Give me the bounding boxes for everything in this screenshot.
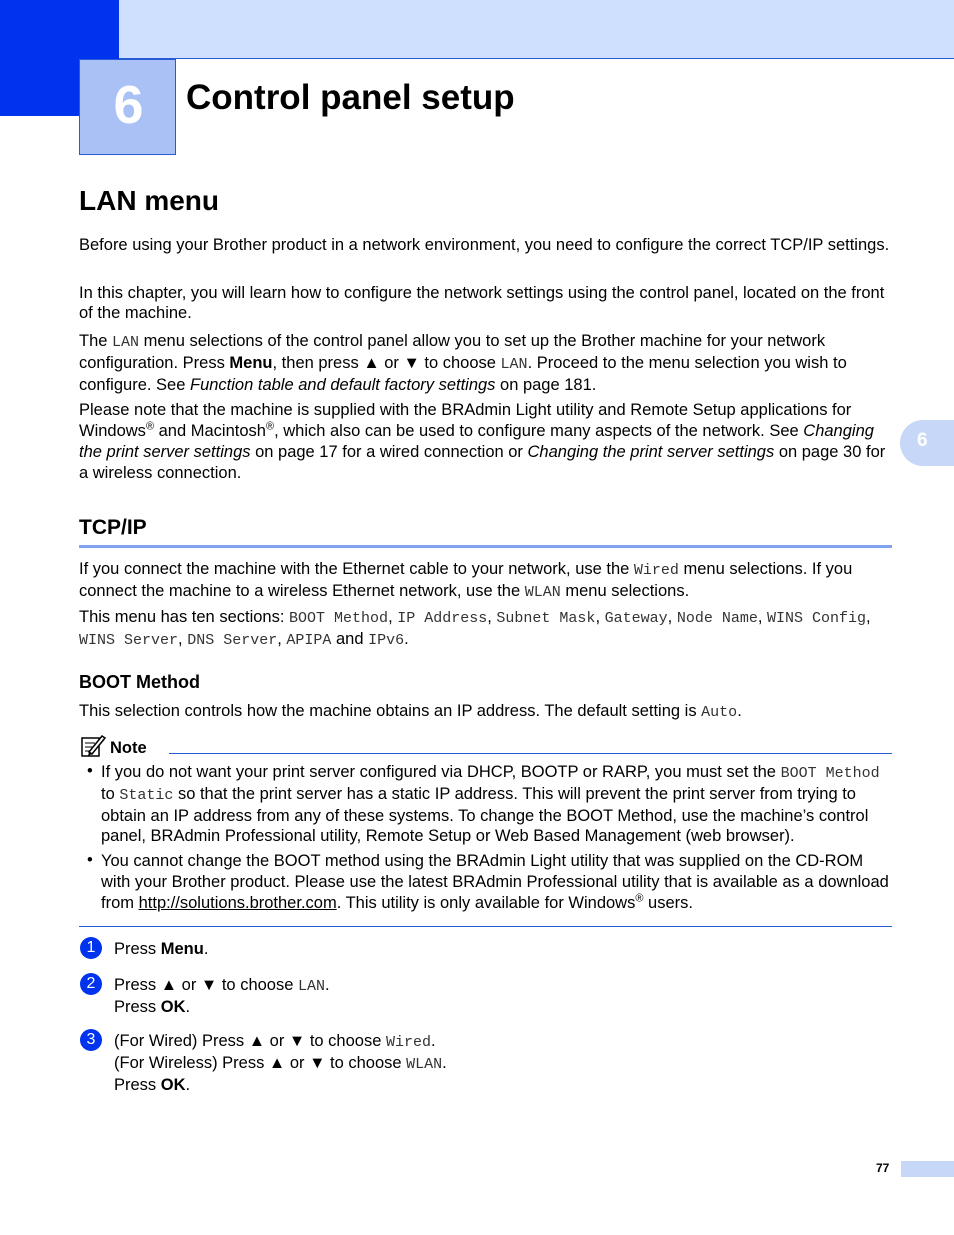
- boot-paragraph: [79, 701, 892, 723]
- step-3-line-1: [114, 1031, 892, 1053]
- step-number-1: 1: [80, 937, 102, 959]
- code-section: Gateway: [604, 610, 668, 627]
- text: , then press ▲ or ▼ to choose: [272, 354, 501, 372]
- note-bullet-1: [101, 762, 892, 846]
- separator: ,: [866, 608, 871, 626]
- intro-paragraph-3: [79, 331, 892, 395]
- text: This menu has ten sections:: [79, 608, 290, 626]
- text: on page 181.: [495, 376, 597, 394]
- text: menu selections of the control panel allow you to set up the Brother machine for your network configuration. Press: [79, 332, 826, 372]
- code-lan: LAN: [297, 978, 325, 995]
- text: If you do not want your print server configured via DHCP, BOOTP or RARP, you must set the: [101, 763, 781, 781]
- text: .: [737, 702, 742, 720]
- text: .: [203, 940, 209, 958]
- intro-paragraph-1: Before using your Brother product in a network environment, you need to configure the correct TCP/IP settings.: [79, 236, 890, 254]
- section-title: LAN menu: [79, 185, 219, 216]
- note-header: [80, 734, 892, 756]
- side-chapter-tab[interactable]: [900, 420, 954, 466]
- code-wired: Wired: [385, 1034, 431, 1051]
- cross-reference: Changing the print server settings: [79, 422, 874, 461]
- step-3-line-2: [114, 1053, 892, 1075]
- text: The: [79, 332, 113, 350]
- tcpip-paragraph-1: [79, 559, 892, 603]
- key-ok: OK: [160, 998, 186, 1016]
- subsection-title: TCP/IP: [79, 516, 147, 539]
- text: . This utility is only available for Windows: [336, 894, 636, 912]
- text: to: [101, 785, 120, 803]
- step-2-line-2: [114, 997, 892, 1017]
- intro-paragraph-2: In this chapter, you will learn how to configure the network settings using the control panel, located on the front of the machine.: [79, 284, 885, 322]
- code-section: Node Name: [676, 610, 758, 627]
- text: menu selections. If you connect the machine to a wireless Ethernet network, use the: [79, 560, 853, 600]
- step-3-text: [114, 1031, 892, 1095]
- intro-paragraph-4: [79, 400, 892, 484]
- code-boot-method: BOOT Method: [780, 765, 880, 782]
- registered-mark: ®: [635, 892, 644, 905]
- step-number-3: 3: [80, 1029, 102, 1051]
- code-section: BOOT Method: [289, 610, 389, 627]
- code-section: Subnet Mask: [496, 610, 596, 627]
- step-2-line-1: [114, 975, 892, 997]
- chapter-number: 6: [113, 75, 144, 135]
- step-3-line-3: [114, 1075, 892, 1095]
- separator: ,: [595, 608, 605, 626]
- code-static: Static: [119, 787, 174, 804]
- text: . Proceed to the menu selection you wish to configure. See: [79, 354, 847, 394]
- text: so that the print server has a static IP address. This will prevent the print server from trying to obtain an IP address from any of these systems. To change the BOOT Method, use the machine’s control panel, BRAdmin Professional utility, Remote Setup or Web Based Management (web browser).: [101, 785, 869, 845]
- note-bottom-rule: [79, 926, 892, 927]
- separator: ,: [277, 630, 287, 648]
- cross-reference: Changing the print server settings: [527, 443, 775, 461]
- registered-mark: ®: [265, 420, 275, 433]
- text: Press ▲ or ▼ to choose: [114, 976, 298, 994]
- text: (For Wireless) Press ▲ or ▼ to choose: [114, 1054, 407, 1072]
- period: .: [404, 630, 409, 648]
- code-section: IPv6: [368, 632, 405, 649]
- separator: ,: [388, 608, 398, 626]
- registered-mark: ®: [145, 420, 155, 433]
- separator: ,: [487, 608, 497, 626]
- separator: ,: [178, 630, 188, 648]
- header-band: [0, 0, 954, 59]
- bullet-marker: •: [87, 762, 93, 780]
- download-link[interactable]: http://solutions.brother.com: [138, 894, 337, 912]
- chapter-number-box: [79, 59, 176, 155]
- text: .: [325, 976, 330, 994]
- bullet-marker: •: [87, 851, 93, 869]
- note-bullet-2: [101, 851, 892, 914]
- text: This selection controls how the machine obtains an IP address. The default setting is: [79, 702, 702, 720]
- chapter-title: Control panel setup: [186, 78, 515, 117]
- key-menu: Menu: [160, 940, 204, 958]
- footer-band: [901, 1161, 954, 1177]
- text: on page 17 for a wired connection or: [250, 443, 528, 461]
- side-tab-label: 6: [917, 430, 928, 451]
- key-ok: OK: [160, 1076, 186, 1094]
- text: menu selections.: [560, 582, 690, 600]
- page-number: 77: [876, 1161, 890, 1175]
- text: .: [185, 1076, 191, 1094]
- text: Press: [114, 940, 161, 958]
- text: , which also can be used to configure many aspects of the network. See: [274, 422, 804, 440]
- note-label: Note: [110, 739, 147, 757]
- code-section: IP Address: [397, 610, 488, 627]
- tcpip-paragraph-2: [79, 607, 892, 651]
- text: If you connect the machine with the Ethernet cable to your network, use the: [79, 560, 634, 578]
- code-auto: Auto: [701, 704, 738, 721]
- code-section: DNS Server: [187, 632, 278, 649]
- text: .: [431, 1032, 436, 1050]
- text: on page 30 for a wireless connection.: [79, 443, 886, 482]
- code-section: WINS Config: [767, 610, 867, 627]
- code-lan: LAN: [112, 334, 140, 351]
- code-wlan: WLAN: [406, 1056, 443, 1073]
- text: Please note that the machine is supplied with the BRAdmin Light utility and Remote Setup applications for Windows: [79, 401, 852, 440]
- code-lan: LAN: [500, 356, 528, 373]
- cross-reference: Function table and default factory settings: [190, 376, 496, 394]
- text: .: [442, 1054, 447, 1072]
- note-pencil-icon: [80, 734, 106, 758]
- separator: ,: [757, 608, 767, 626]
- subsection-rule: [79, 545, 892, 548]
- step-number-2: 2: [80, 973, 102, 995]
- text: .: [185, 998, 191, 1016]
- text: and Macintosh: [154, 422, 266, 440]
- separator: ,: [667, 608, 677, 626]
- text: (For Wired) Press ▲ or ▼ to choose: [114, 1032, 386, 1050]
- conjunction: and: [331, 630, 369, 648]
- topic-title: BOOT Method: [79, 672, 200, 692]
- code-wired: Wired: [633, 562, 679, 579]
- step-2-text: [114, 975, 892, 1017]
- code-wlan: WLAN: [524, 584, 561, 601]
- text: users.: [643, 894, 693, 912]
- code-section: WINS Server: [79, 632, 179, 649]
- text: You cannot change the BOOT method using the BRAdmin Light utility that was supplied on the CD-ROM with your Brother product. Please use the latest BRAdmin Professional utility that is available as a download from: [101, 852, 889, 912]
- key-menu: Menu: [229, 354, 273, 372]
- text: Press: [114, 998, 161, 1016]
- text: Press: [114, 1076, 161, 1094]
- code-section: APIPA: [286, 632, 332, 649]
- note-top-rule: [169, 753, 892, 754]
- step-1-text: [114, 939, 892, 959]
